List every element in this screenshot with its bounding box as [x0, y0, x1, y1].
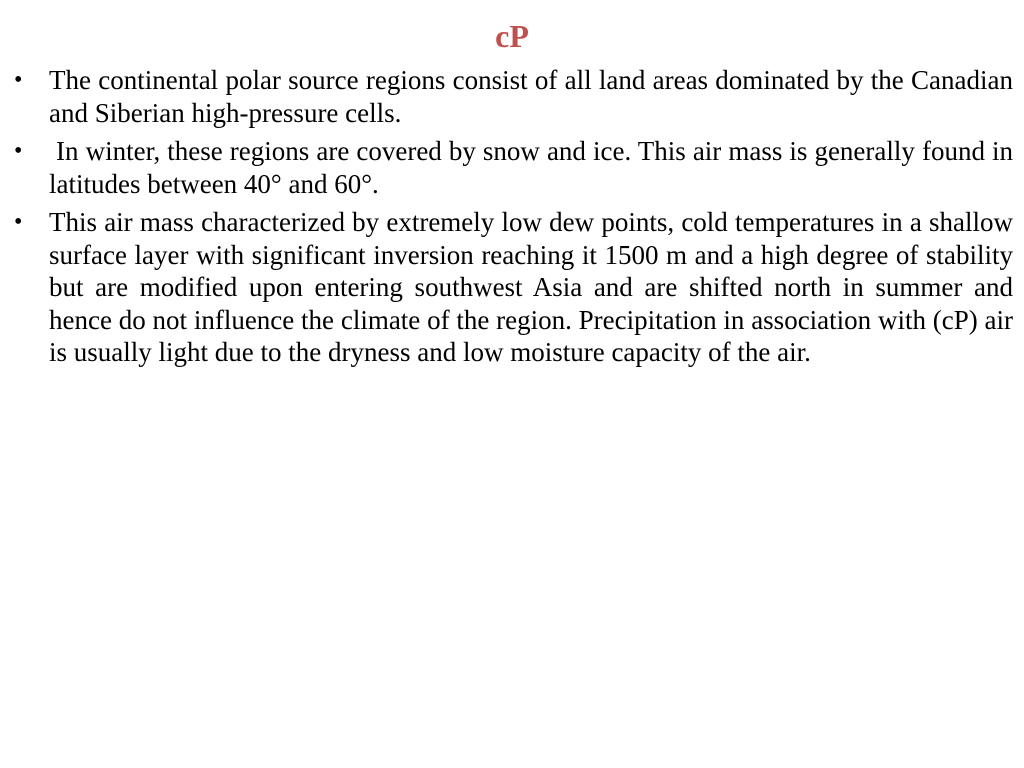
- bullet-icon: •: [14, 138, 23, 164]
- bullet-text-2: In winter, these regions are covered by snow and ice. This air mass is generally found in latitudes between 40° and 60°.: [49, 136, 1013, 199]
- bullet-list: [14, 64, 1013, 375]
- bullet-icon: •: [14, 209, 23, 235]
- bullet-item-1: [14, 64, 1013, 129]
- slide-title: cP: [495, 18, 529, 54]
- bullet-text-1: The continental polar source regions consist of all land areas dominated by the Canadian and Siberian high-pressure cells.: [49, 65, 1013, 128]
- bullet-text-3: This air mass characterized by extremely low dew points, cold temperatures in a shallow surface layer with significant inversion reaching it 1500 m and a high degree of stability but are modified upon entering southwest Asia and are shifted north in summer and hence do not influence the climate of the region. Precipitation in association with (cP) air is usually light due to the dryness and low moisture capacity of the air.: [49, 207, 1013, 367]
- bullet-icon: •: [14, 67, 23, 93]
- bullet-item-2: [14, 135, 1013, 200]
- bullet-item-3: [14, 206, 1013, 369]
